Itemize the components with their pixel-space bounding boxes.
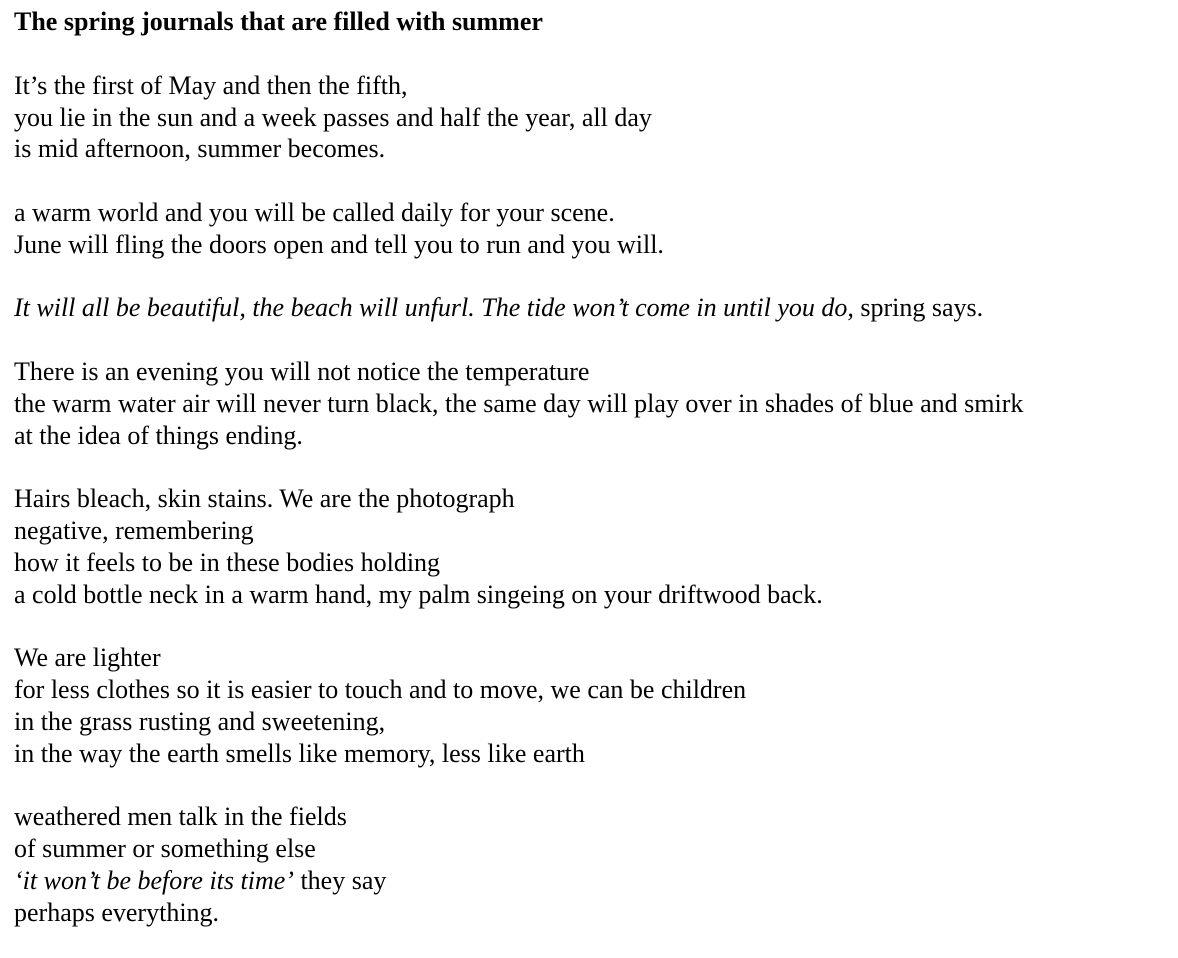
italic-phrase: It will all be beautiful, the beach will unfurl. The tide won’t come in until you do, bbox=[14, 293, 854, 323]
poem-line: you lie in the sun and a week passes and half the year, all day bbox=[14, 102, 652, 132]
poem-line: We are lighter bbox=[14, 643, 161, 673]
stanza-6 bbox=[14, 642, 1164, 769]
stanza-1 bbox=[14, 70, 1164, 165]
poem-title: The spring journals that are filled with summer bbox=[14, 7, 543, 36]
stanza-5 bbox=[14, 483, 1164, 610]
poem-line: in the grass rusting and sweetening, bbox=[14, 706, 386, 736]
poem-line: negative, remembering bbox=[14, 515, 254, 545]
poem-line-mixed bbox=[14, 292, 1164, 324]
poem-line: in the way the earth smells like memory, less like earth bbox=[14, 738, 585, 768]
poem-line: a warm world and you will be called daily for your scene. bbox=[14, 197, 615, 227]
poem-line: the warm water air will never turn black, the same day will play over in shades of blue and smirk bbox=[14, 388, 1024, 418]
stanza-gap bbox=[14, 769, 1164, 801]
stanza-7 bbox=[14, 801, 1164, 928]
poem-line: how it feels to be in these bodies holding bbox=[14, 547, 441, 577]
poem bbox=[14, 6, 1164, 928]
poem-line: perhaps everything. bbox=[14, 897, 220, 927]
stanza-2 bbox=[14, 197, 1164, 261]
poem-line: There is an evening you will not notice the temperature bbox=[14, 356, 590, 386]
poem-line: is mid afternoon, summer becomes. bbox=[14, 134, 386, 164]
poem-line: Hairs bleach, skin stains. We are the photograph bbox=[14, 484, 515, 514]
stanza-gap bbox=[14, 38, 1164, 70]
poem-line: weathered men talk in the fields bbox=[14, 802, 347, 832]
italic-phrase: ‘it won’t be before its time’ bbox=[14, 865, 294, 895]
plain-phrase: spring says. bbox=[853, 293, 984, 323]
stanza-gap bbox=[14, 451, 1164, 483]
poem-line: June will fling the doors open and tell you to run and you will. bbox=[14, 229, 664, 259]
poem-line: It’s the first of May and then the fifth, bbox=[14, 70, 408, 100]
stanza-3 bbox=[14, 292, 1164, 324]
poem-line: of summer or something else bbox=[14, 833, 316, 863]
stanza-gap bbox=[14, 165, 1164, 197]
poem-line: a cold bottle neck in a warm hand, my palm singeing on your driftwood back. bbox=[14, 579, 823, 609]
stanza-gap bbox=[14, 610, 1164, 642]
stanza-gap bbox=[14, 324, 1164, 356]
poem-line-mixed bbox=[14, 865, 1164, 897]
poem-line: for less clothes so it is easier to touch and to move, we can be children bbox=[14, 674, 747, 704]
poem-line: at the idea of things ending. bbox=[14, 420, 303, 450]
plain-phrase: they say bbox=[293, 865, 387, 895]
stanza-gap bbox=[14, 261, 1164, 293]
stanza-4 bbox=[14, 356, 1164, 451]
